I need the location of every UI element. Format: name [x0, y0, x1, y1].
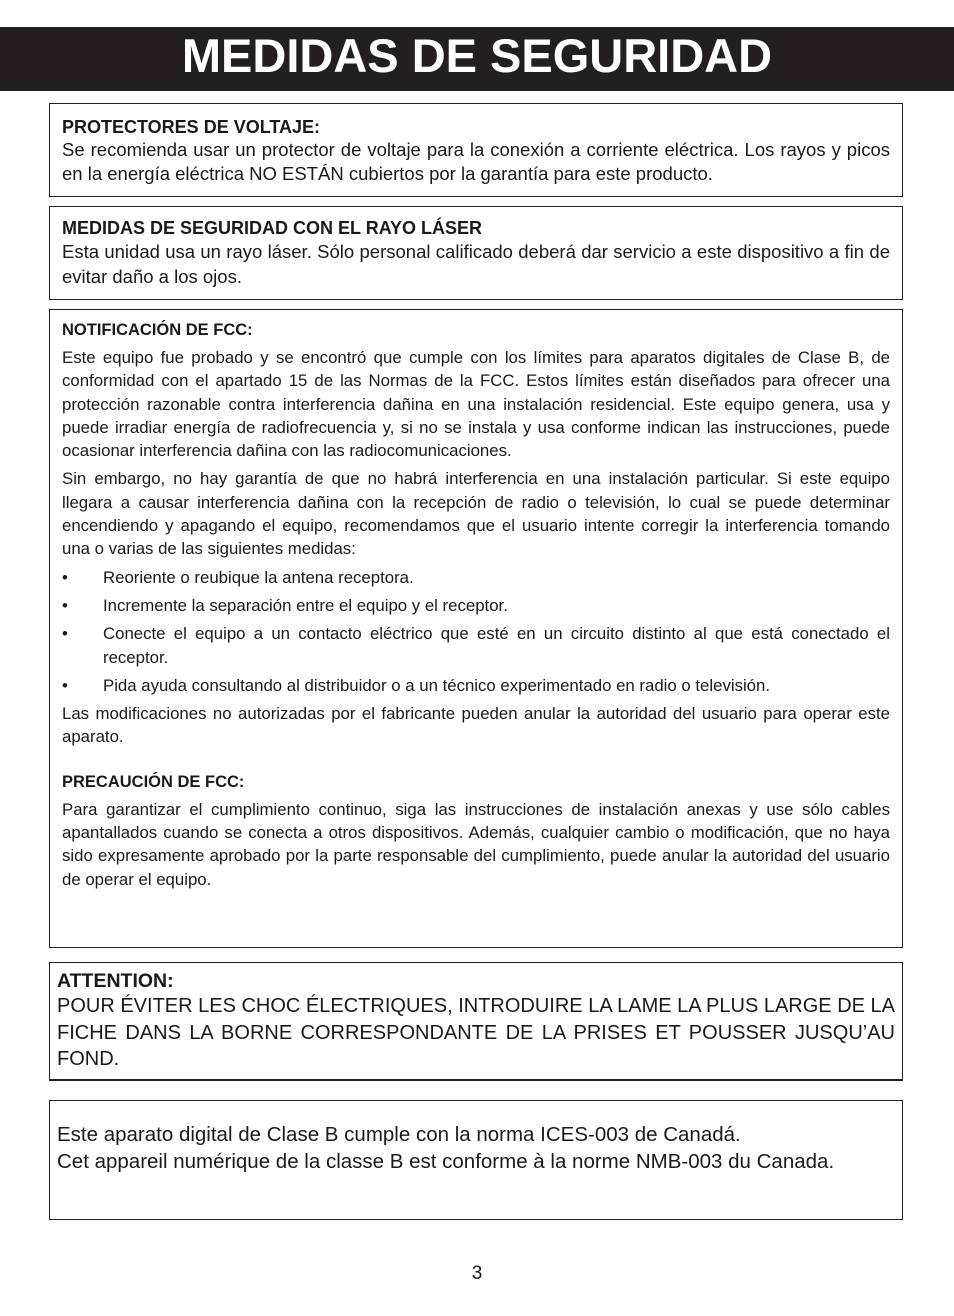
bullet-icon: •	[62, 624, 68, 644]
fcc-caution-text: Para garantizar el cumplimiento continuo, siga las instrucciones de instalación anexas y use sólo cables apantallados cuando se conecta a otros dispositivos. Además, cualquier cambio o modificación, que no haya sido expresamente aprobado por la parte responsable del cumplimiento, puede anular la autoridad del usuario de operar el equipo.	[62, 799, 890, 889]
voltage-text: Se recomienda usar un protector de voltaje para la conexión a corriente eléctrica. Los rayos y picos en la energía eléctrica NO ESTÁN cubiertos por la garantía para este producto.	[62, 139, 890, 184]
page-number: 3	[471, 1263, 483, 1284]
fcc-caution-heading: PRECAUCIÓN DE FCC:	[62, 772, 245, 791]
page-title: MEDIDAS DE SEGURIDAD	[181, 29, 773, 82]
list-item	[62, 622, 890, 669]
list-item	[62, 566, 890, 589]
fcc-paragraph-1: Este equipo fue probado y se encontró que cumple con los límites para aparatos digitales de Clase B, de conformidad con el apartado 15 de las Normas de la FCC. Estos límites están diseñados para ofrecer una protección razonable contra interferencia dañina en una instalación residencial. Este equipo genera, usa y puede irradiar energía de radiofrecuencia y, si no se instala y usa conforme indican las instrucciones, puede ocasionar interferencia dañina con las radiocomunicaciones.	[62, 348, 890, 461]
list-item-text: Incremente la separación entre el equipo y el receptor.	[103, 595, 508, 615]
laser-text: Esta unidad usa un rayo láser. Sólo personal calificado deberá dar servicio a este dispositivo a fin de evitar daño a los ojos.	[62, 241, 890, 287]
page-title-banner	[0, 27, 954, 91]
list-item-text: Reoriente o reubique la antena receptora.	[103, 567, 414, 587]
laser-safety-box	[49, 206, 903, 300]
bullet-icon: •	[62, 595, 68, 615]
fcc-paragraph-3: Las modificaciones no autorizadas por el fabricante pueden anular la autoridad del usuario para operar este aparato.	[62, 704, 890, 747]
fcc-paragraph-2: Sin embargo, no hay garantía de que no habrá interferencia en una instalación particular. Si este equipo llegara a causar interferencia dañina con la recepción de radio o televisión, lo cual se puede determinar encendiendo y apagando el equipo, recomendamos que el usuario intente corregir la interferencia tomando una o varias de las siguientes medidas:	[62, 469, 890, 559]
fcc-notice-box	[49, 309, 903, 948]
list-item	[62, 674, 890, 697]
fcc-heading: NOTIFICACIÓN DE FCC:	[62, 321, 253, 339]
canada-compliance-box	[49, 1100, 903, 1220]
voltage-protector-box	[49, 103, 903, 197]
laser-heading: MEDIDAS DE SEGURIDAD CON EL RAYO LÁSER	[62, 218, 483, 238]
voltage-heading: PROTECTORES DE VOLTAJE:	[62, 117, 321, 137]
attention-box	[49, 962, 903, 1081]
fcc-measures-list	[62, 566, 890, 697]
bullet-icon: •	[62, 675, 68, 695]
bullet-icon: •	[62, 567, 68, 587]
canada-line-fr: Cet appareil numérique de la classe B est conforme à la norme NMB-003 du Canada.	[57, 1150, 835, 1173]
list-item-text: Pida ayuda consultando al distribuidor o a un técnico experimentado en radio o televisión.	[103, 675, 771, 695]
attention-text: POUR ÉVITER LES CHOC ÉLECTRIQUES, INTRODUIRE LA LAME LA PLUS LARGE DE LA FICHE DANS LA BORNE CORRESPONDANTE DE LA PRISES ET POUSSER JUSQU’AU FOND.	[57, 995, 896, 1070]
canada-line-es: Este aparato digital de Clase B cumple con la norma ICES-003 de Canadá.	[57, 1123, 741, 1146]
attention-heading: ATTENTION:	[57, 970, 174, 992]
list-item	[62, 594, 890, 617]
list-item-text: Conecte el equipo a un contacto eléctrico que esté en un circuito distinto al que está conectado el receptor.	[103, 624, 890, 667]
